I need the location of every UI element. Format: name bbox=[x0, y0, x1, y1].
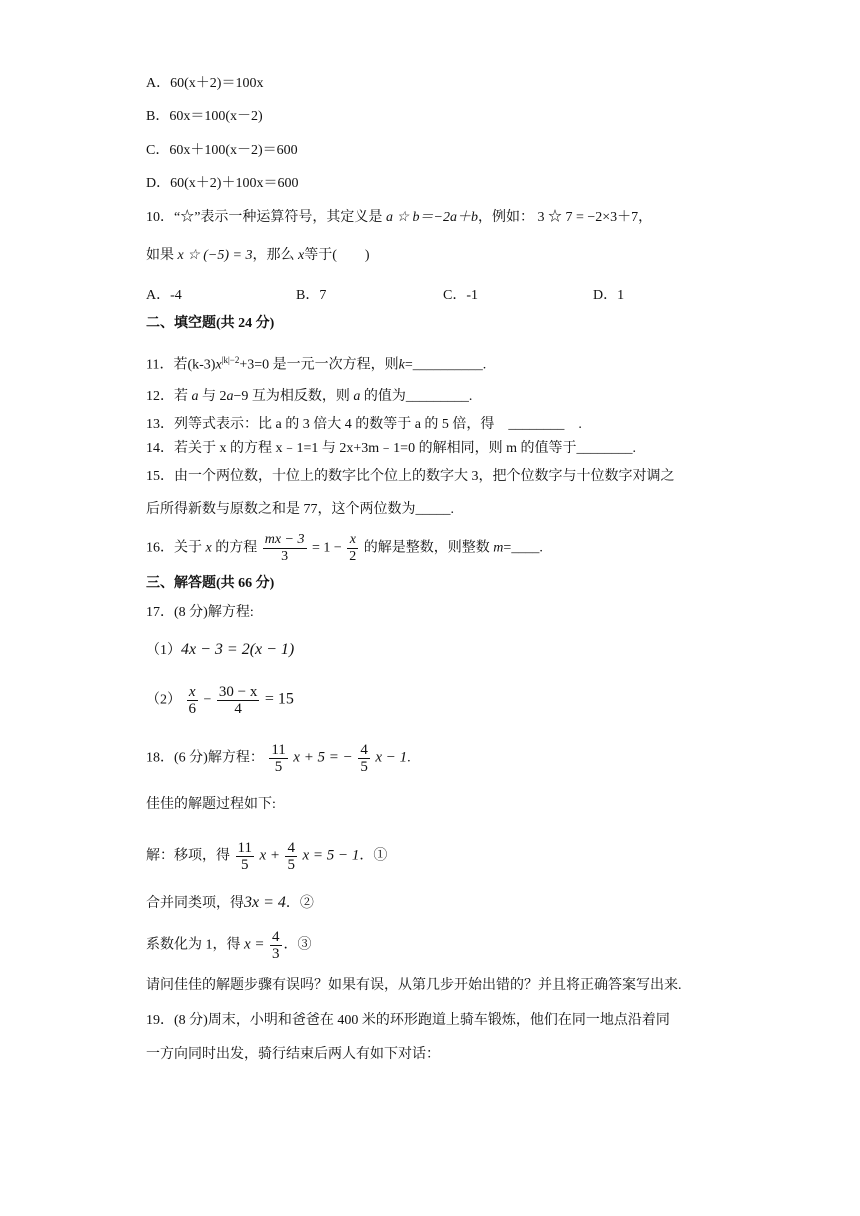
q18-intro: 佳佳的解题过程如下: bbox=[146, 797, 276, 812]
q9-option-c bbox=[146, 141, 298, 161]
q12-variable: a bbox=[353, 389, 361, 404]
option-label: C． bbox=[146, 143, 170, 158]
q16-variable: x bbox=[205, 540, 212, 556]
q18-fraction-2 bbox=[358, 742, 370, 775]
q17-part-label: （2） bbox=[146, 692, 181, 708]
q10-text: 10．“☆”表示一种运算符号，其定义是 bbox=[146, 210, 383, 225]
option-text: 60(x＋2)＝100x bbox=[170, 76, 264, 91]
option-label: D． bbox=[593, 288, 618, 303]
step-marker: ．① bbox=[359, 848, 388, 864]
q16-variable: m bbox=[493, 540, 504, 556]
q11-text: =__________. bbox=[404, 357, 487, 373]
q17-part-1 bbox=[146, 640, 294, 661]
numerator: x bbox=[347, 532, 358, 549]
q16-text: 16．关于 bbox=[146, 540, 202, 556]
q10-text: ， bbox=[638, 210, 653, 225]
option-label: A． bbox=[146, 76, 171, 91]
denominator: 5 bbox=[360, 759, 368, 775]
q16-text: 的方程 bbox=[215, 540, 258, 556]
q18-equation-part: x − 1 bbox=[375, 749, 408, 766]
q19-line-1: 19．(8 分)周末，小明和爸爸在 400 米的环形跑道上骑车锻炼，他们在同一地点沿着同 bbox=[146, 1013, 670, 1028]
section-3-title: 三、解答题(共 66 分) bbox=[146, 576, 275, 591]
step1-fraction-1 bbox=[236, 840, 254, 873]
option-text: -4 bbox=[170, 288, 182, 303]
q10-definition-lhs: a ☆ b bbox=[385, 210, 420, 225]
step-text: 合并同类项，得 bbox=[146, 896, 244, 911]
option-text: -1 bbox=[466, 288, 479, 303]
q10-variable: x bbox=[297, 248, 305, 263]
q12-text: 12．若 bbox=[146, 389, 188, 404]
denominator: 5 bbox=[287, 857, 295, 873]
q17-part-label: （1） bbox=[146, 643, 181, 658]
option-label: C． bbox=[443, 288, 467, 303]
q17-part-2 bbox=[146, 684, 294, 717]
q15-line-1: 15．由一个两位数，十位上的数字比个位上的数字大 3，把个位数字与十位数字对调之 bbox=[146, 469, 675, 484]
q9-option-b bbox=[146, 107, 263, 127]
q16-fraction-1 bbox=[263, 532, 307, 565]
q17-equation-1: 4x − 3 = 2(x − 1) bbox=[181, 641, 295, 658]
q18-text: . bbox=[407, 750, 411, 766]
step-marker: ．③ bbox=[283, 937, 312, 953]
option-text: 60x＝100(x－2) bbox=[169, 109, 263, 124]
q11-text: 11．若(k-3) bbox=[146, 357, 216, 373]
q12 bbox=[146, 387, 472, 407]
q10-option-a bbox=[146, 286, 182, 306]
q9-option-d bbox=[146, 174, 298, 194]
step1-fraction-2 bbox=[285, 840, 297, 873]
q10-line-2 bbox=[146, 246, 370, 266]
q16-fraction-2 bbox=[347, 532, 358, 565]
q18-equation-part: x + 5 = − bbox=[293, 749, 353, 766]
q9-option-a bbox=[146, 74, 263, 94]
denominator: 2 bbox=[349, 549, 357, 564]
numerator: 4 bbox=[360, 742, 368, 758]
option-label: B． bbox=[296, 288, 320, 303]
q18-step-3 bbox=[146, 929, 312, 962]
numerator: 30 − x bbox=[218, 684, 258, 700]
option-text: 60(x＋2)＋100x＝600 bbox=[170, 176, 299, 191]
q10-text: ，那么 bbox=[252, 248, 295, 263]
numerator: 4 bbox=[272, 929, 280, 945]
q10-text: ，例如： bbox=[477, 210, 534, 225]
denominator: 4 bbox=[234, 701, 242, 717]
step3-fraction bbox=[270, 929, 282, 962]
q16 bbox=[146, 532, 543, 565]
option-label: A． bbox=[146, 288, 171, 303]
option-label: B． bbox=[146, 109, 170, 124]
q11 bbox=[146, 350, 486, 376]
q16-text: 的解是整数，则整数 bbox=[363, 540, 490, 556]
q18-step-2 bbox=[146, 893, 314, 914]
q11-text: +3=0 是一元一次方程，则 bbox=[239, 357, 399, 373]
option-text: 1 bbox=[617, 288, 625, 303]
step-equation-part: x = bbox=[244, 936, 265, 953]
q18-fraction-1 bbox=[269, 742, 287, 775]
step-text: 解：移项，得 bbox=[146, 848, 230, 864]
q18-step-1 bbox=[146, 840, 387, 873]
q10-option-d bbox=[593, 286, 624, 306]
numerator: 4 bbox=[287, 840, 295, 856]
step-marker: ．② bbox=[285, 896, 314, 911]
denominator: 3 bbox=[272, 946, 280, 962]
numerator: mx − 3 bbox=[264, 532, 305, 547]
q18-question: 请问佳佳的解题步骤有误吗？如果有误，从第几步开始出错的？并且将正确答案写出来. bbox=[146, 978, 682, 993]
q17-fraction-2 bbox=[217, 684, 259, 717]
q11-variable: x bbox=[215, 357, 222, 373]
denominator: 5 bbox=[240, 857, 249, 873]
q18 bbox=[146, 742, 411, 775]
q10-example: 3 ☆ 7 = −2×3＋7 bbox=[537, 210, 639, 225]
step-equation-part: x = 5 − 1 bbox=[302, 847, 360, 864]
step-equation-part: x + bbox=[259, 847, 280, 864]
step-equation: 3x = 4 bbox=[244, 894, 286, 911]
option-label: D． bbox=[146, 176, 171, 191]
q11-exponent: |k|−2 bbox=[221, 355, 240, 365]
q17-rhs: = 15 bbox=[264, 690, 294, 708]
q11-variable: k bbox=[398, 357, 405, 373]
denominator: 6 bbox=[188, 701, 196, 717]
option-text: 60x＋100(x－2)＝600 bbox=[169, 143, 298, 158]
q12-text: 的值为_________. bbox=[363, 389, 473, 404]
option-text: 7 bbox=[319, 288, 327, 303]
q12-text: −9 互为相反数，则 bbox=[233, 389, 350, 404]
q10-text: 如果 bbox=[146, 248, 174, 263]
q10-text: 等于( ) bbox=[304, 248, 370, 263]
q15-line-2: 后所得新数与原数之和是 77，这个两位数为_____. bbox=[146, 502, 454, 517]
q10-option-c bbox=[443, 286, 478, 306]
denominator: 3 bbox=[281, 549, 289, 564]
numerator: x bbox=[187, 684, 199, 701]
q17-title: 17．(8 分)解方程: bbox=[146, 605, 254, 620]
q10-definition-rhs: ＝−2a＋b bbox=[419, 210, 478, 225]
q12-variable: a bbox=[191, 389, 199, 404]
q13: 13．列等式表示：比 a 的 3 倍大 4 的数等于 a 的 5 倍，得 ________ . bbox=[146, 417, 582, 432]
step-text: 系数化为 1，得 bbox=[146, 937, 241, 953]
denominator: 5 bbox=[274, 759, 283, 775]
q18-text: 18．(6 分)解方程： bbox=[146, 750, 264, 766]
q17-fraction-1 bbox=[187, 684, 199, 717]
q10-line-1 bbox=[146, 208, 652, 228]
q10-condition: x ☆ (−5) = 3 bbox=[177, 248, 253, 263]
q16-text: =____. bbox=[503, 540, 543, 556]
section-2-title: 二、填空题(共 24 分) bbox=[146, 316, 275, 331]
q12-variable: a bbox=[226, 389, 234, 404]
q14: 14．若关于 x 的方程 x﹣1=1 与 2x+3m﹣1=0 的解相同，则 m 的值等于________. bbox=[146, 441, 636, 456]
numerator: 11 bbox=[271, 742, 286, 758]
q17-operator: − bbox=[203, 692, 212, 708]
q10-option-b bbox=[296, 286, 326, 306]
q16-text: = 1 − bbox=[312, 540, 342, 556]
q12-text: 与 2 bbox=[202, 389, 227, 404]
q19-line-2: 一方向同时出发，骑行结束后两人有如下对话： bbox=[146, 1047, 440, 1062]
numerator: 11 bbox=[237, 840, 252, 856]
